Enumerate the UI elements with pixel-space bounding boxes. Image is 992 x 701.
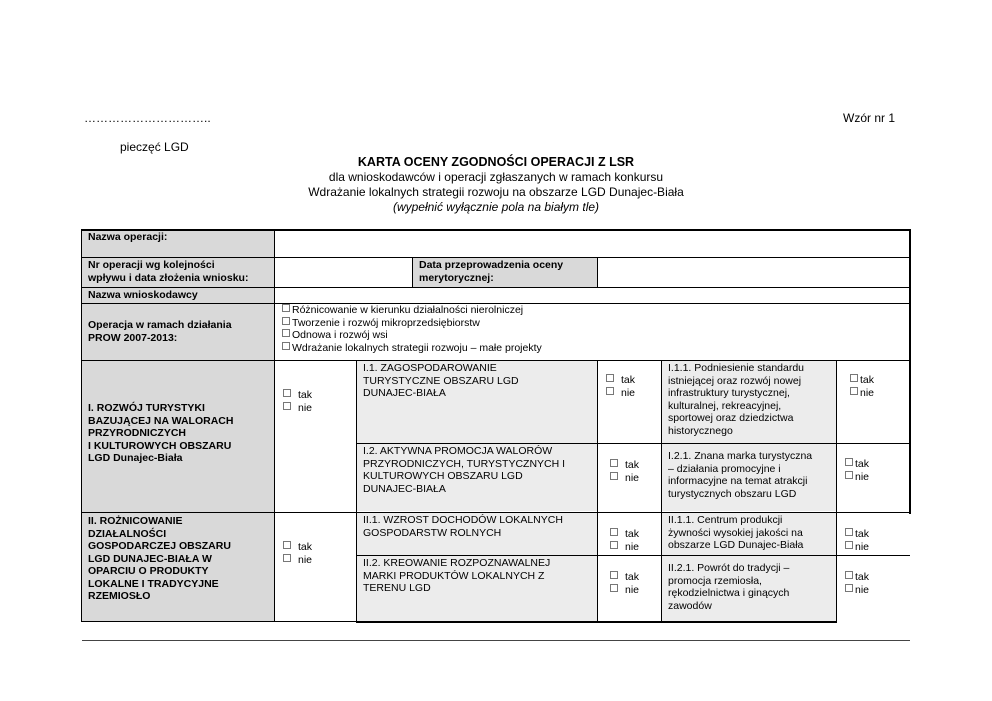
checkbox-icon[interactable] [845, 541, 853, 549]
checkbox-icon[interactable] [850, 374, 858, 382]
prow-option-diversification[interactable]: Różnicowanie w kierunku działalności nierolniczej [282, 304, 902, 317]
objective-1-2: I.2. AKTYWNA PROMOCJA WALORÓW PRZYRODNICZYCH, TURYSTYCZNYCH I KULTUROWYCH OBSZARU LGD DUNAJEC-BIAŁA [357, 444, 597, 511]
checkbox-icon[interactable] [610, 541, 618, 549]
checkbox-icon[interactable] [610, 472, 618, 480]
action-2-1-1-no[interactable]: nie [845, 541, 905, 554]
prow-option-small-projects[interactable]: Wdrażanie lokalnych strategii rozwoju – małe projekty [282, 342, 902, 355]
checkbox-icon[interactable] [610, 584, 618, 592]
objective-2-1-no[interactable]: nie [610, 541, 660, 554]
checkbox-icon[interactable] [283, 402, 291, 410]
action-1-1-1-no[interactable]: nie [850, 387, 905, 400]
action-2-2-1-no[interactable]: nie [845, 584, 905, 597]
objective-1-2-choice [610, 459, 660, 484]
action-1-1-1-yes[interactable]: tak [850, 374, 905, 387]
goal-2-label: II. ROŻNICOWANIE DZIAŁALNOŚCI GOSPODARCZEJ OBSZARU LGD DUNAJEC-BIAŁA W OPARCIU O PRODUKTY LOKALNE I TRADYCYJNE RZEMIOSŁO [82, 513, 275, 621]
applicant-name-field[interactable] [275, 288, 910, 303]
action-1-2-1-choice [845, 458, 905, 483]
goal-1-no[interactable]: nie [283, 402, 343, 415]
checkbox-icon[interactable] [282, 329, 290, 337]
template-number: Wzór nr 1 [843, 111, 896, 125]
fill-instruction: (wypełnić wyłącznie pola na białym tle) [392, 200, 600, 214]
checkbox-icon[interactable] [850, 387, 858, 395]
dotted-signature-line: ………………………….. [84, 111, 211, 125]
objective-1-1: I.1. ZAGOSPODAROWANIE TURYSTYCZNE OBSZARU LGD DUNAJEC-BIAŁA [357, 361, 597, 443]
checkbox-icon[interactable] [606, 387, 614, 395]
action-2-1-1-choice [845, 528, 905, 553]
checkbox-icon[interactable] [283, 541, 291, 549]
subtitle-line-1: dla wnioskodawców i operacji zgłaszanych w ramach konkursu [328, 170, 664, 184]
prow-action-options [282, 304, 902, 360]
checkbox-icon[interactable] [845, 458, 853, 466]
goal-1-choice [283, 389, 343, 414]
action-2-2-1-yes[interactable]: tak [845, 571, 905, 584]
action-1-2-1-no[interactable]: nie [845, 471, 905, 484]
prow-action-label: Operacja w ramach działania PROW 2007-2013: [82, 304, 275, 360]
objective-2-2: II.2. KREOWANIE ROZPOZNAWALNEJ MARKI PRODUKTÓW LOKALNYCH Z TERENU LGD [357, 556, 597, 621]
evaluation-date-field[interactable] [598, 258, 910, 287]
goal-2-yes[interactable]: tak [283, 541, 343, 554]
prow-option-microenterprises[interactable]: Tworzenie i rozwój mikroprzedsiębiorstw [282, 317, 902, 330]
goal-1-yes[interactable]: tak [283, 389, 343, 402]
goal-1-label: I. ROZWÓJ TURYSTYKI BAZUJĄCEJ NA WALORACH PRZYRODNICZYCH I KULTUROWYCH OBSZARU LGD Dunajec-Biała [82, 361, 275, 512]
goal-2-no[interactable]: nie [283, 554, 343, 567]
action-1-1-1: I.1.1. Podniesienie standardu istniejącej oraz rozwój nowej infrastruktury turystycznej, kulturalnej, rekreacyjnej, sportowej oraz dziedzictwa historycznego [662, 361, 836, 443]
document-title: KARTA OCENY ZGODNOŚCI OPERACJI Z LSR [357, 155, 635, 169]
operation-number-label: Nr operacji wg kolejności wpływu i data złożenia wniosku: [82, 258, 275, 287]
objective-1-1-yes[interactable]: tak [606, 374, 656, 387]
checkbox-icon[interactable] [610, 571, 618, 579]
objective-1-1-no[interactable]: nie [606, 387, 656, 400]
action-1-2-1-yes[interactable]: tak [845, 458, 905, 471]
evaluation-date-label: Data przeprowadzenia oceny merytorycznej: [413, 258, 598, 287]
checkbox-icon[interactable] [845, 471, 853, 479]
subtitle-line-2: Wdrażanie lokalnych strategii rozwoju na obszarze LGD Dunajec-Biała [308, 185, 684, 199]
stamp-label: pieczęć LGD [120, 140, 189, 154]
objective-1-2-no[interactable]: nie [610, 472, 660, 485]
action-2-1-1-yes[interactable]: tak [845, 528, 905, 541]
action-1-1-1-choice [850, 374, 905, 399]
objective-2-2-choice [610, 571, 660, 596]
checkbox-icon[interactable] [283, 554, 291, 562]
objective-2-1: II.1. WZROST DOCHODÓW LOKALNYCH GOSPODARSTW ROLNYCH [357, 513, 597, 555]
checkbox-icon[interactable] [610, 528, 618, 536]
checkbox-icon[interactable] [606, 374, 614, 382]
objective-1-1-choice [606, 374, 656, 399]
objective-1-2-yes[interactable]: tak [610, 459, 660, 472]
checkbox-icon[interactable] [845, 571, 853, 579]
prow-option-village-renewal[interactable]: Odnowa i rozwój wsi [282, 329, 902, 342]
checkbox-icon[interactable] [282, 342, 290, 350]
operation-name-label: Nazwa operacji: [82, 230, 275, 257]
action-2-2-1-choice [845, 571, 905, 596]
goal-2-choice [283, 541, 343, 566]
checkbox-icon[interactable] [845, 584, 853, 592]
checkbox-icon[interactable] [283, 389, 291, 397]
objective-2-1-yes[interactable]: tak [610, 528, 660, 541]
checkbox-icon[interactable] [610, 459, 618, 467]
objective-2-1-choice [610, 528, 660, 553]
objective-2-2-no[interactable]: nie [610, 584, 660, 597]
action-1-2-1: I.2.1. Znana marka turystyczna – działania promocyjne i informacyjne na temat atrakcji turystycznych obszaru LGD [662, 444, 836, 511]
footer-divider [82, 640, 910, 641]
operation-name-field[interactable] [275, 230, 910, 257]
applicant-name-label: Nazwa wnioskodawcy [82, 288, 275, 303]
checkbox-icon[interactable] [282, 317, 290, 325]
action-2-1-1: II.1.1. Centrum produkcji żywności wysokiej jakości na obszarze LGD Dunajec-Biała [662, 513, 836, 555]
objective-2-2-yes[interactable]: tak [610, 571, 660, 584]
action-2-2-1: II.2.1. Powrót do tradycji – promocja rzemiosła, rękodzielnictwa i ginących zawodów [662, 556, 836, 621]
checkbox-icon[interactable] [845, 528, 853, 536]
operation-number-field[interactable] [275, 258, 413, 287]
checkbox-icon[interactable] [282, 304, 290, 312]
